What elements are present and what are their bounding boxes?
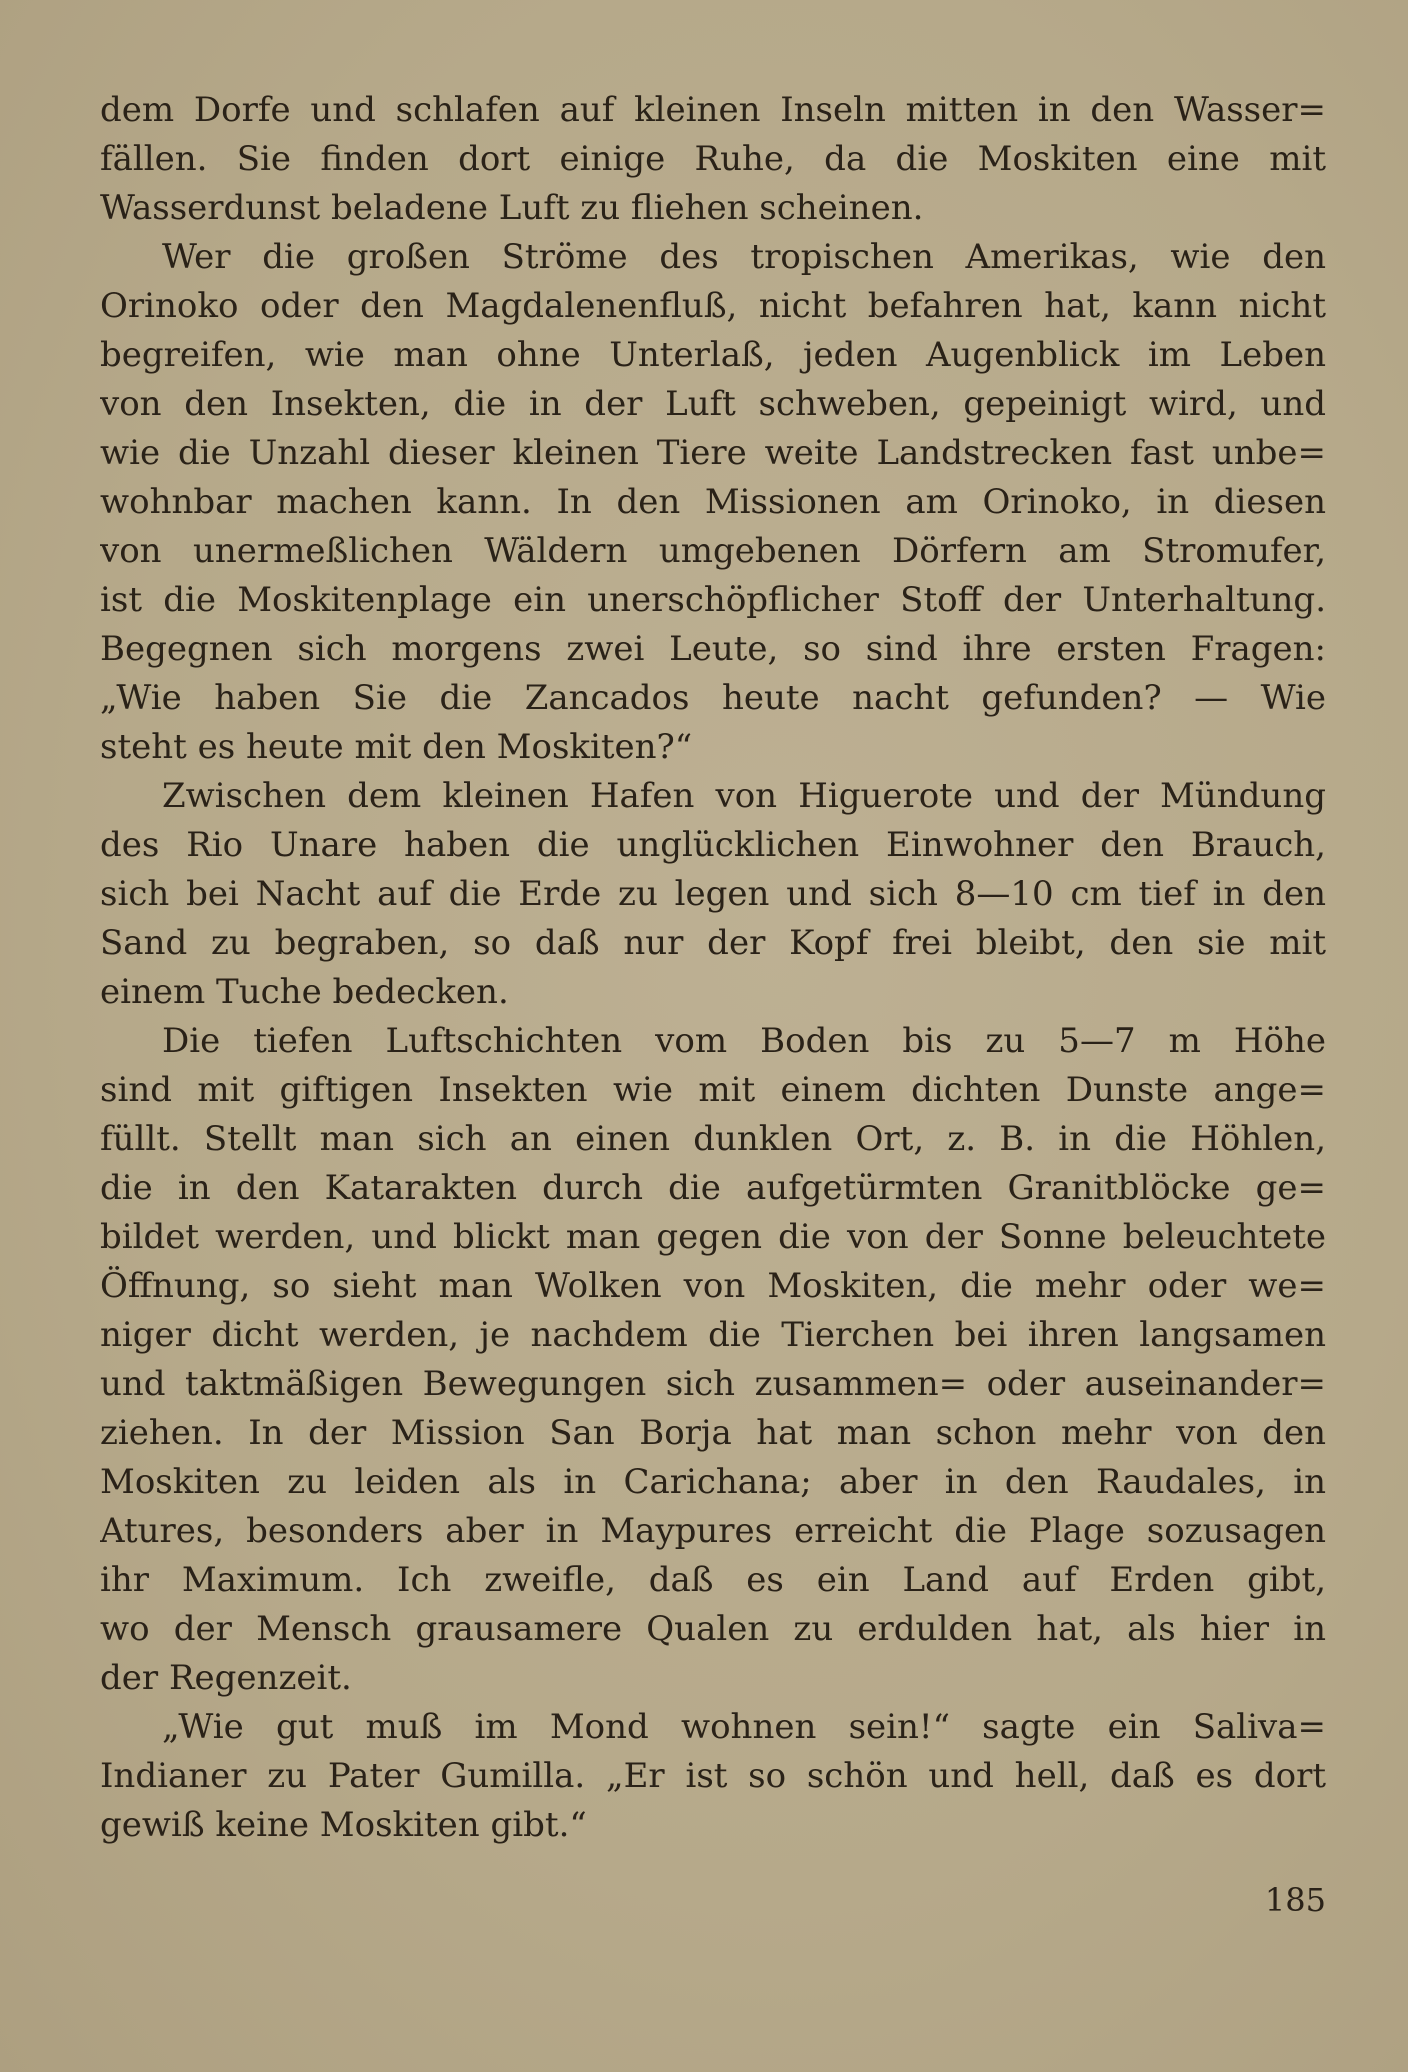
text-line: Sand zu begraben, so daß nur der Kopf frei bleibt, den sie mit xyxy=(100,923,1326,963)
text-line: die in den Katarakten durch die aufgetürmten Granitblöcke ge= xyxy=(100,1168,1326,1208)
text-line: der Regenzeit. xyxy=(100,1658,352,1698)
text-line: wohnbar machen kann. In den Missionen am Orinoko, in diesen xyxy=(100,482,1326,522)
text-line: sich bei Nacht auf die Erde zu legen und sich 8—10 cm tief in den xyxy=(100,874,1326,914)
text-line: sind mit giftigen Insekten wie mit einem dichten Dunste ange= xyxy=(100,1070,1326,1110)
text-line: niger dicht werden, je nachdem die Tierchen bei ihren langsamen xyxy=(100,1315,1326,1355)
text-line: ist die Moskitenplage ein unerschöpflicher Stoff der Unterhaltung. xyxy=(100,580,1326,620)
text-line: fällen. Sie finden dort einige Ruhe, da die Moskiten eine mit xyxy=(100,139,1326,179)
text-line: dem Dorfe und schlafen auf kleinen Inseln mitten in den Wasser= xyxy=(100,90,1326,130)
text-line: „Wie haben Sie die Zancados heute nacht gefunden? — Wie xyxy=(100,678,1326,718)
page-number: 185 xyxy=(1264,1881,1326,1919)
text-line: Begegnen sich morgens zwei Leute, so sind ihre ersten Fragen: xyxy=(100,629,1326,669)
text-line: Wer die großen Ströme des tropischen Amerikas, wie den xyxy=(162,237,1326,277)
text-line: von den Insekten, die in der Luft schweben, gepeinigt wird, und xyxy=(100,384,1326,424)
text-line: steht es heute mit den Moskiten?“ xyxy=(100,727,693,767)
text-line: Indianer zu Pater Gumilla. „Er ist so schön und hell, daß es dort xyxy=(100,1756,1326,1796)
text-line: bildet werden, und blickt man gegen die von der Sonne beleuchtete xyxy=(100,1217,1326,1257)
text-line: einem Tuche bedecken. xyxy=(100,972,509,1012)
text-line: füllt. Stellt man sich an einen dunklen Ort, z. B. in die Höhlen, xyxy=(100,1119,1326,1159)
text-line: von unermeßlichen Wäldern umgebenen Dörfern am Stromufer, xyxy=(100,531,1326,571)
text-line: wie die Unzahl dieser kleinen Tiere weite Landstrecken fast unbe= xyxy=(100,433,1326,473)
text-line: wo der Mensch grausamere Qualen zu erdulden hat, als hier in xyxy=(100,1609,1326,1649)
text-line: ihr Maximum. Ich zweifle, daß es ein Land auf Erden gibt, xyxy=(100,1560,1326,1600)
text-line: „Wie gut muß im Mond wohnen sein!“ sagte ein Saliva= xyxy=(162,1707,1326,1747)
text-line: Wasserdunst beladene Luft zu fliehen scheinen. xyxy=(100,188,924,228)
text-line: Moskiten zu leiden als in Carichana; aber in den Raudales, in xyxy=(100,1462,1326,1502)
text-line: Orinoko oder den Magdalenenfluß, nicht befahren hat, kann nicht xyxy=(100,286,1326,326)
body-text xyxy=(100,86,1326,1850)
text-line: begreifen, wie man ohne Unterlaß, jeden Augenblick im Leben xyxy=(100,335,1326,375)
text-line: Atures, besonders aber in Maypures erreicht die Plage sozusagen xyxy=(100,1511,1326,1551)
text-line: ziehen. In der Mission San Borja hat man schon mehr von den xyxy=(100,1413,1326,1453)
text-line: und taktmäßigen Bewegungen sich zusammen= oder auseinander= xyxy=(100,1364,1326,1404)
text-line: gewiß keine Moskiten gibt.“ xyxy=(100,1805,587,1845)
text-line: des Rio Unare haben die unglücklichen Einwohner den Brauch, xyxy=(100,825,1326,865)
text-line: Öffnung, so sieht man Wolken von Moskiten, die mehr oder we= xyxy=(100,1266,1326,1306)
text-line: Zwischen dem kleinen Hafen von Higuerote und der Mündung xyxy=(162,776,1326,816)
text-line: Die tiefen Luftschichten vom Boden bis zu 5—7 m Höhe xyxy=(162,1021,1326,1061)
